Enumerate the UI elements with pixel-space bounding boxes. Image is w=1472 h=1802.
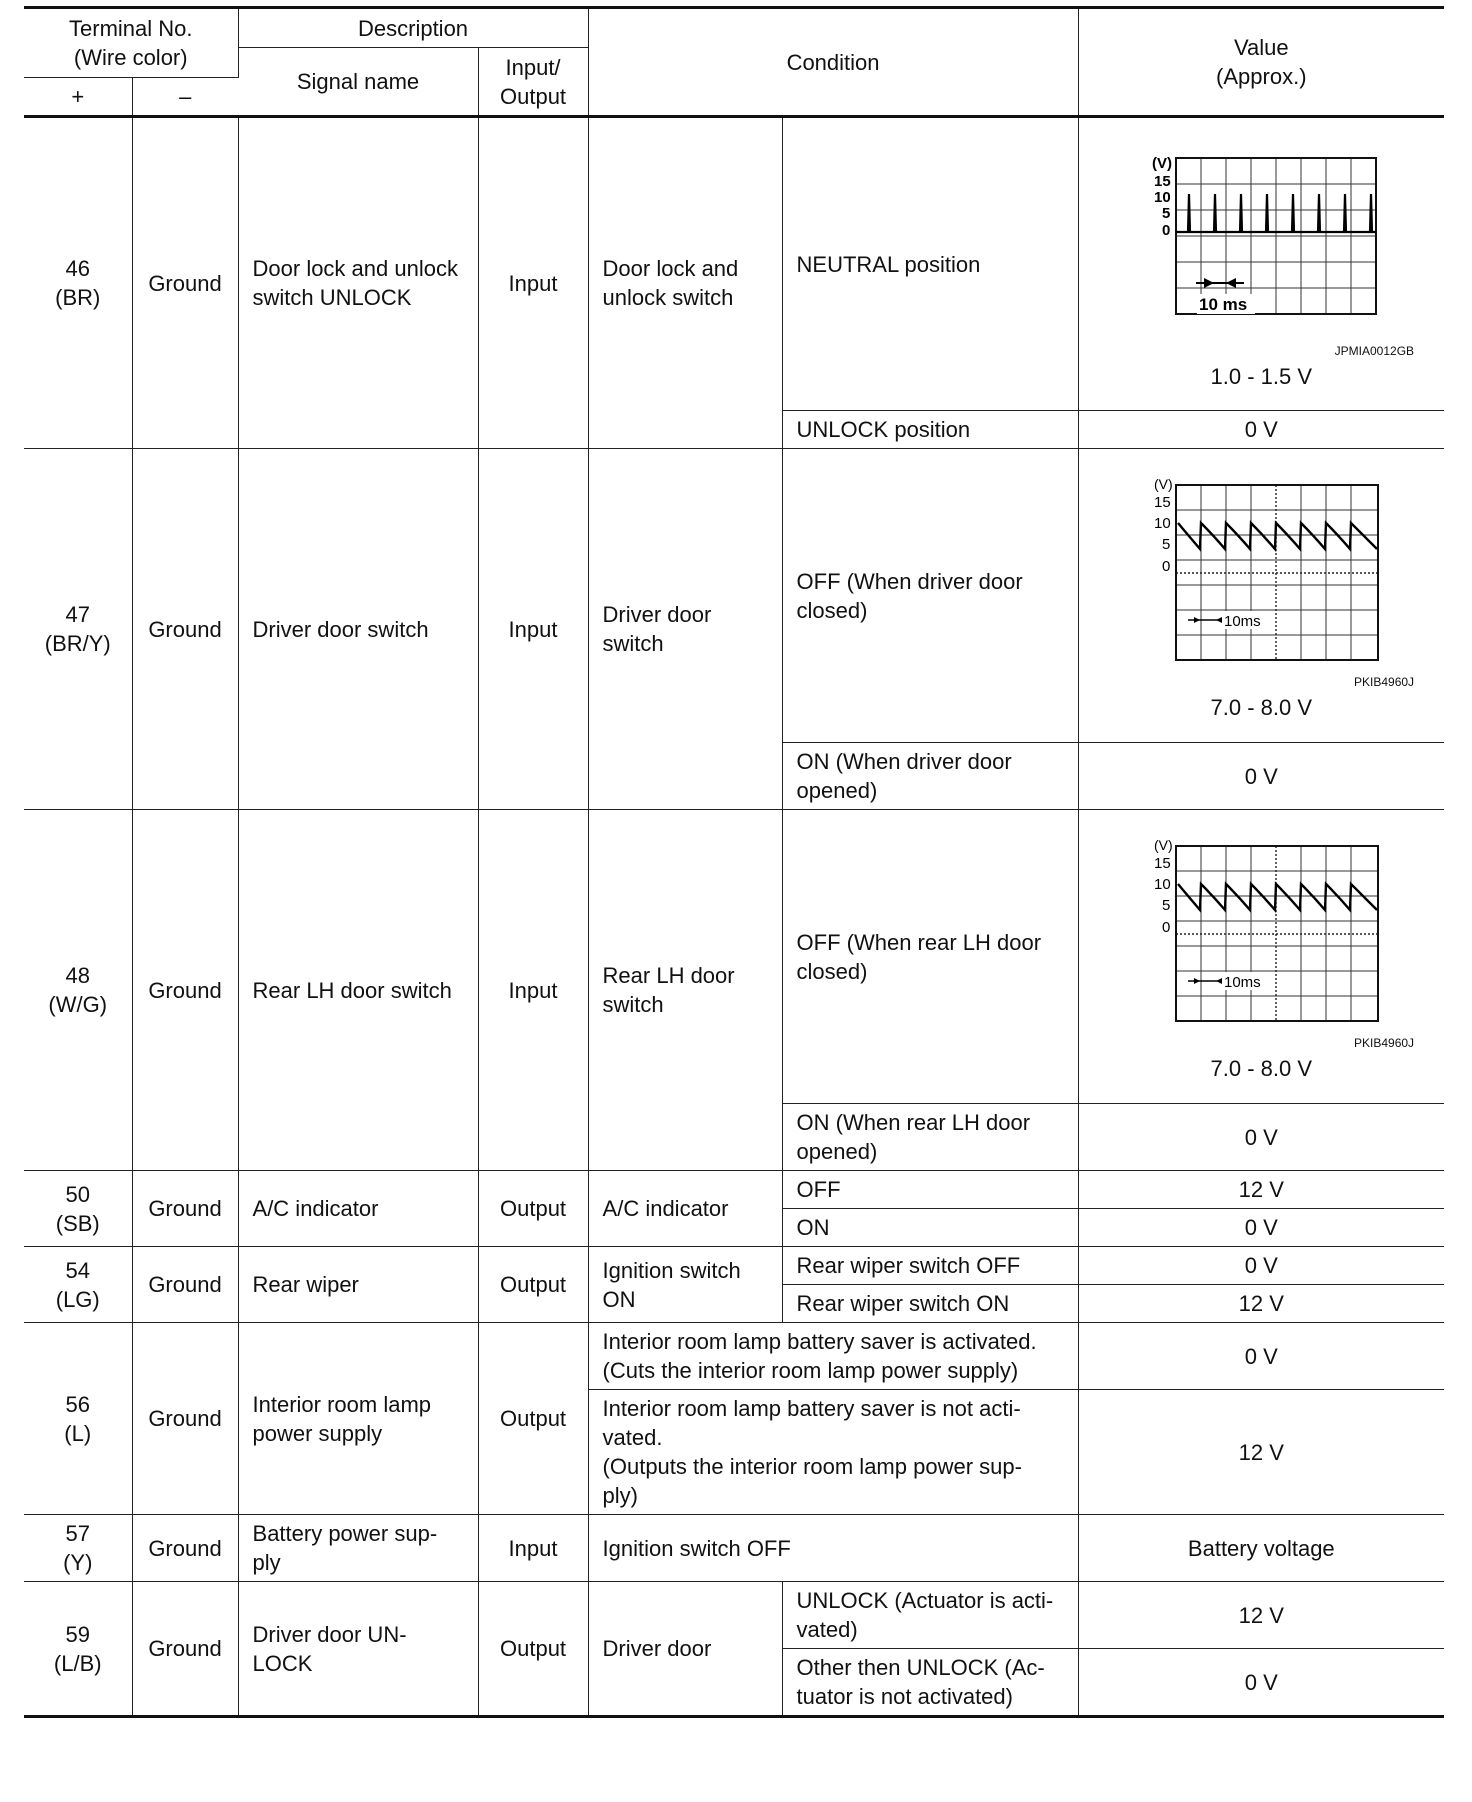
- signal-name-cell: Rear LH door switch: [238, 810, 478, 1171]
- table-row: [24, 449, 1444, 743]
- svg-text:(V): (V): [1154, 476, 1173, 492]
- condition-header: Condition: [588, 8, 1078, 117]
- ground-cell: Ground: [132, 1171, 238, 1247]
- ground-cell: Ground: [132, 449, 238, 810]
- terminal-cell: 59 (L/B): [24, 1582, 132, 1717]
- input-output-header: Input/ Output: [478, 48, 588, 117]
- svg-text:5: 5: [1162, 897, 1171, 914]
- table-row: [24, 810, 1444, 1104]
- sub-condition-cell: OFF (When driver door closed): [782, 449, 1078, 743]
- value-cell: 12 V: [1078, 1285, 1444, 1323]
- ground-cell: Ground: [132, 1515, 238, 1582]
- io-cell: Input: [478, 449, 588, 810]
- signal-name-cell: Driver door switch: [238, 449, 478, 810]
- signal-name-cell: Door lock and unlock switch UNLOCK: [238, 117, 478, 449]
- description-header: Description: [238, 8, 588, 48]
- io-cell: Input: [478, 1515, 588, 1582]
- condition-cell: Rear LH door switch: [588, 810, 782, 1171]
- io-cell: Output: [478, 1582, 588, 1717]
- svg-text:(V): (V): [1152, 154, 1173, 172]
- svg-text:5: 5: [1162, 204, 1171, 222]
- signal-name-header: Signal name: [238, 48, 478, 117]
- condition-cell: A/C indicator: [588, 1171, 782, 1247]
- sub-condition-cell: Other then UNLOCK (Ac-tuator is not activated): [782, 1649, 1078, 1717]
- io-cell: Input: [478, 810, 588, 1171]
- value-cell: [1078, 117, 1444, 411]
- sub-condition-cell: ON (When rear LH door opened): [782, 1104, 1078, 1171]
- sub-condition-cell: OFF: [782, 1171, 1078, 1209]
- value-cell: 0 V: [1078, 1323, 1444, 1390]
- value-cell: 0 V: [1078, 411, 1444, 449]
- svg-text:15: 15: [1154, 855, 1171, 872]
- svg-text:(V): (V): [1154, 837, 1173, 853]
- figure-id: JPMIA0012GB: [1334, 343, 1415, 358]
- ground-cell: Ground: [132, 1582, 238, 1717]
- value-cell: [1078, 810, 1444, 1104]
- table-row: [24, 117, 1444, 411]
- condition-cell: Ignition switch ON: [588, 1247, 782, 1323]
- waveform-figure-47: [1126, 473, 1396, 673]
- value-text: 1.0 - 1.5 V: [1210, 363, 1313, 389]
- svg-text:10: 10: [1154, 876, 1171, 893]
- sub-condition-cell: UNLOCK (Actuator is acti-vated): [782, 1582, 1078, 1649]
- waveform-figure-46: [1126, 142, 1396, 342]
- value-cell: 12 V: [1078, 1390, 1444, 1515]
- sub-condition-cell: UNLOCK position: [782, 411, 1078, 449]
- ground-cell: Ground: [132, 1247, 238, 1323]
- value-cell: [1078, 449, 1444, 743]
- svg-text:15: 15: [1154, 494, 1171, 511]
- sub-condition-cell: ON: [782, 1209, 1078, 1247]
- minus-header: –: [132, 78, 238, 117]
- condition-cell: Driver door switch: [588, 449, 782, 810]
- svg-text:5: 5: [1162, 536, 1171, 553]
- condition-cell: Interior room lamp battery saver is not acti- vated. (Outputs the interior room lamp power sup- ply): [588, 1390, 1078, 1515]
- io-cell: Output: [478, 1171, 588, 1247]
- sub-condition-cell: Rear wiper switch OFF: [782, 1247, 1078, 1285]
- sub-condition-cell: NEUTRAL position: [782, 117, 1078, 411]
- terminal-no-header: Terminal No. (Wire color): [24, 8, 238, 78]
- condition-cell: Driver door: [588, 1582, 782, 1717]
- terminal-cell: 50 (SB): [24, 1171, 132, 1247]
- table-row: [24, 1515, 1444, 1582]
- plus-header: +: [24, 78, 132, 117]
- terminal-table: [24, 6, 1444, 1718]
- ground-cell: Ground: [132, 117, 238, 449]
- terminal-cell: 48 (W/G): [24, 810, 132, 1171]
- svg-text:10: 10: [1154, 188, 1171, 206]
- terminal-cell: 56 (L): [24, 1323, 132, 1515]
- sub-condition-cell: Rear wiper switch ON: [782, 1285, 1078, 1323]
- io-cell: Input: [478, 117, 588, 449]
- svg-text:10 ms: 10 ms: [1199, 294, 1248, 314]
- svg-text:10: 10: [1154, 515, 1171, 532]
- table-row: [24, 1323, 1444, 1390]
- value-cell: Battery voltage: [1078, 1515, 1444, 1582]
- value-text: 7.0 - 8.0 V: [1210, 1056, 1313, 1081]
- signal-name-cell: Battery power sup-ply: [238, 1515, 478, 1582]
- svg-text:10ms: 10ms: [1224, 613, 1261, 630]
- condition-cell: Interior room lamp battery saver is activated. (Cuts the interior room lamp power supply): [588, 1323, 1078, 1390]
- value-cell: 0 V: [1078, 1104, 1444, 1171]
- waveform-figure-48: [1126, 834, 1396, 1034]
- terminal-cell: 57 (Y): [24, 1515, 132, 1582]
- value-cell: 12 V: [1078, 1171, 1444, 1209]
- io-cell: Output: [478, 1247, 588, 1323]
- table-row: [24, 1171, 1444, 1209]
- signal-name-cell: A/C indicator: [238, 1171, 478, 1247]
- svg-text:0: 0: [1162, 919, 1171, 936]
- terminal-cell: 47 (BR/Y): [24, 449, 132, 810]
- ground-cell: Ground: [132, 1323, 238, 1515]
- io-cell: Output: [478, 1323, 588, 1515]
- terminal-cell: 54 (LG): [24, 1247, 132, 1323]
- sub-condition-cell: ON (When driver door opened): [782, 743, 1078, 810]
- figure-id: PKIB4960J: [1354, 675, 1415, 689]
- value-cell: 0 V: [1078, 1649, 1444, 1717]
- condition-cell: Ignition switch OFF: [588, 1515, 1078, 1582]
- sub-condition-cell: OFF (When rear LH door closed): [782, 810, 1078, 1104]
- value-cell: 0 V: [1078, 1209, 1444, 1247]
- value-header: Value (Approx.): [1078, 8, 1444, 117]
- condition-cell: Door lock and unlock switch: [588, 117, 782, 449]
- value-cell: 0 V: [1078, 1247, 1444, 1285]
- signal-name-cell: Driver door UN-LOCK: [238, 1582, 478, 1717]
- ground-cell: Ground: [132, 810, 238, 1171]
- signal-name-cell: Interior room lamp power supply: [238, 1323, 478, 1515]
- terminal-cell: 46 (BR): [24, 117, 132, 449]
- value-cell: 12 V: [1078, 1582, 1444, 1649]
- value-text: 7.0 - 8.0 V: [1210, 695, 1313, 720]
- table-row: [24, 1247, 1444, 1285]
- signal-name-cell: Rear wiper: [238, 1247, 478, 1323]
- svg-text:0: 0: [1162, 221, 1171, 239]
- value-cell: 0 V: [1078, 743, 1444, 810]
- svg-text:0: 0: [1162, 558, 1171, 575]
- table-row: [24, 1582, 1444, 1649]
- svg-text:10ms: 10ms: [1224, 974, 1261, 991]
- svg-text:15: 15: [1154, 172, 1171, 190]
- figure-id: PKIB4960J: [1354, 1036, 1415, 1050]
